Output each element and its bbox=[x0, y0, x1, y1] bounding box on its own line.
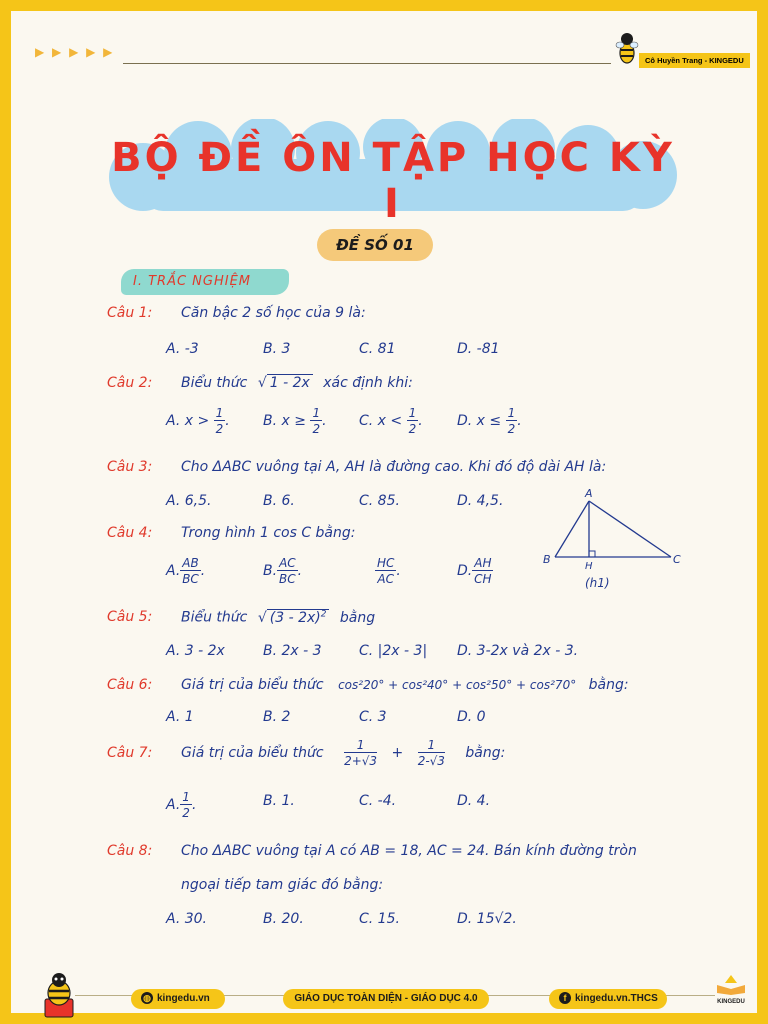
q4-d-prefix: D. bbox=[457, 563, 473, 579]
q2-b-den: 2 bbox=[312, 422, 321, 436]
q4-option-a bbox=[166, 557, 205, 585]
q2-c-num: 1 bbox=[408, 406, 417, 420]
q3-option-c: C. 85. bbox=[359, 493, 400, 509]
q7-text-after: bằng: bbox=[465, 745, 506, 761]
q5-option-c: C. |2x - 3| bbox=[359, 643, 428, 659]
website-text: kingedu.vn bbox=[157, 993, 210, 1004]
q4-a-prefix: A. bbox=[166, 563, 181, 579]
question-5-text bbox=[181, 609, 375, 626]
page-title: BỘ ĐỀ ÔN TẬP HỌC KỲ I bbox=[111, 135, 675, 227]
q8-option-b: B. 20. bbox=[263, 911, 304, 927]
q4-option-d bbox=[457, 557, 493, 585]
question-7-label: Câu 7: bbox=[107, 745, 153, 761]
q2-b-prefix: B. x ≥ bbox=[263, 413, 306, 429]
q2-option-c bbox=[359, 407, 423, 435]
q6-option-c: C. 3 bbox=[359, 709, 387, 725]
q2-d-prefix: D. x ≤ bbox=[457, 413, 502, 429]
question-3-label: Câu 3: bbox=[107, 459, 153, 475]
question-1-text: Căn bậc 2 số học của 9 là: bbox=[181, 305, 366, 321]
q5-option-b: B. 2x - 3 bbox=[263, 643, 322, 659]
q7-option-d: D. 4. bbox=[457, 793, 491, 809]
q7-a-den: 2 bbox=[182, 806, 190, 820]
question-3-text: Cho ΔABC vuông tại A, AH là đường cao. Khi đó độ dài AH là: bbox=[181, 459, 607, 475]
q2-option-b bbox=[263, 407, 327, 435]
header-divider bbox=[123, 63, 611, 64]
q3-option-b: B. 6. bbox=[263, 493, 295, 509]
q7-frac2-num: 1 bbox=[418, 739, 445, 753]
q2-text-before: Biểu thức bbox=[181, 375, 248, 391]
q2-a-num: 1 bbox=[215, 406, 224, 420]
q2-d-num: 1 bbox=[507, 406, 516, 420]
q4-b-den: BC bbox=[279, 572, 296, 586]
sqrt-sign-icon: √ bbox=[257, 609, 267, 626]
q7-a-prefix: A. bbox=[166, 797, 181, 813]
vertex-b-label: B bbox=[543, 553, 551, 566]
teacher-badge: Cô Huyền Trang - KINGEDU bbox=[639, 53, 750, 68]
vertex-c-label: C bbox=[673, 553, 681, 566]
q4-c-num: HC bbox=[377, 556, 395, 570]
slogan-badge: GIÁO DỤC TOÀN DIỆN - GIÁO DỤC 4.0 bbox=[283, 989, 489, 1009]
q6-text-after: bằng: bbox=[588, 677, 629, 693]
q6-option-a: A. 1 bbox=[166, 709, 194, 725]
bee-mascot-icon bbox=[39, 969, 79, 1019]
sqrt-sign-icon: √ bbox=[257, 375, 267, 391]
figure-caption: (h1) bbox=[585, 576, 610, 590]
bee-mascot-icon bbox=[615, 29, 639, 69]
q1-option-c: C. 81 bbox=[359, 341, 396, 357]
question-8-text-line2: ngoại tiếp tam giác đó bằng: bbox=[181, 877, 384, 893]
q2-c-prefix: C. x < bbox=[359, 413, 403, 429]
q5-radicand bbox=[267, 609, 330, 626]
question-2-text bbox=[181, 375, 413, 391]
q5-option-d: D. 3-2x và 2x - 3. bbox=[457, 643, 579, 659]
q6-option-b: B. 2 bbox=[263, 709, 291, 725]
globe-icon: ◍ bbox=[141, 992, 153, 1004]
question-6-text bbox=[181, 677, 629, 693]
book-crown-icon bbox=[715, 973, 747, 995]
q6-option-d: D. 0 bbox=[457, 709, 486, 725]
q5-text-after: bằng bbox=[339, 609, 376, 626]
q4-b-suffix: . bbox=[297, 563, 303, 579]
q2-radicand: 1 - 2x bbox=[267, 374, 313, 391]
q7-frac1-den: 2+√3 bbox=[344, 754, 378, 768]
section-heading: I. TRẮC NGHIỆM bbox=[121, 269, 289, 295]
q7-option-a bbox=[166, 791, 196, 819]
q7-a-suffix: . bbox=[191, 797, 197, 813]
q6-text-before: Giá trị của biểu thức bbox=[181, 677, 324, 693]
q3-option-d: D. 4,5. bbox=[457, 493, 504, 509]
facebook-text: kingedu.vn.THCS bbox=[575, 993, 658, 1004]
q2-option-a bbox=[166, 407, 230, 435]
q4-a-den: BC bbox=[182, 572, 199, 586]
website-link[interactable] bbox=[131, 989, 225, 1009]
kingedu-logo-text: KINGEDU bbox=[717, 999, 745, 1005]
q4-b-num: AC bbox=[279, 556, 296, 570]
q2-a-den: 2 bbox=[215, 422, 224, 436]
q3-option-a: A. 6,5. bbox=[166, 493, 212, 509]
q4-b-prefix: B. bbox=[263, 563, 278, 579]
q4-c-den: AC bbox=[377, 572, 394, 586]
q1-option-a: A. -3 bbox=[166, 341, 199, 357]
q2-b-num: 1 bbox=[312, 406, 321, 420]
triangle-figure bbox=[539, 483, 689, 599]
q2-c-suffix: . bbox=[418, 413, 423, 429]
q7-a-num: 1 bbox=[182, 790, 190, 804]
question-1-label: Câu 1: bbox=[107, 305, 153, 321]
header-arrows: ▶ ▶ ▶ ▶ ▶ bbox=[35, 45, 115, 59]
q7-text-before: Giá trị của biểu thức bbox=[181, 745, 324, 761]
exam-number-badge: ĐỀ SỐ 01 bbox=[317, 229, 433, 261]
q7-plus: + bbox=[391, 745, 404, 761]
q4-d-num: AH bbox=[474, 556, 492, 570]
q2-a-prefix: A. x > bbox=[166, 413, 210, 429]
vertex-h-label: H bbox=[585, 561, 593, 572]
q4-option-c bbox=[375, 557, 401, 585]
q7-option-c: C. -4. bbox=[359, 793, 397, 809]
q5-text-before: Biểu thức bbox=[181, 609, 248, 626]
q7-frac2-den: 2-√3 bbox=[417, 754, 445, 768]
q5-option-a: A. 3 - 2x bbox=[166, 643, 225, 659]
q1-option-b: B. 3 bbox=[263, 341, 291, 357]
vertex-a-label: A bbox=[585, 487, 593, 500]
q4-c-suffix: . bbox=[396, 563, 401, 579]
q4-a-num: AB bbox=[182, 556, 199, 570]
q7-frac1-num: 1 bbox=[344, 739, 377, 753]
q2-a-suffix: . bbox=[225, 413, 230, 429]
q4-option-b bbox=[263, 557, 302, 585]
question-2-label: Câu 2: bbox=[107, 375, 153, 391]
q2-option-d bbox=[457, 407, 522, 435]
facebook-icon: f bbox=[559, 992, 571, 1004]
q1-option-d: D. -81 bbox=[457, 341, 500, 357]
question-4-text: Trong hình 1 cos C bằng: bbox=[181, 525, 356, 541]
question-8-text: Cho ΔABC vuông tại A có AB = 18, AC = 24. Bán kính đường tròn bbox=[181, 843, 637, 859]
question-7-text bbox=[181, 739, 505, 767]
q8-option-d: D. 15√2. bbox=[457, 911, 517, 927]
q6-expression: cos²20° + cos²40° + cos²50° + cos²70° bbox=[338, 678, 577, 692]
question-4-label: Câu 4: bbox=[107, 525, 153, 541]
q2-d-suffix: . bbox=[517, 413, 522, 429]
q7-option-b: B. 1. bbox=[263, 793, 295, 809]
q2-c-den: 2 bbox=[408, 422, 417, 436]
q5-radicand-base: (3 - 2x) bbox=[269, 609, 321, 626]
q5-radicand-exp: 2 bbox=[320, 609, 327, 619]
q8-option-c: C. 15. bbox=[359, 911, 400, 927]
q4-d-den: CH bbox=[474, 572, 492, 586]
question-6-label: Câu 6: bbox=[107, 677, 153, 693]
q2-b-suffix: . bbox=[322, 413, 327, 429]
q4-a-suffix: . bbox=[200, 563, 206, 579]
question-8-label: Câu 8: bbox=[107, 843, 153, 859]
facebook-link[interactable] bbox=[549, 989, 667, 1009]
question-5-label: Câu 5: bbox=[107, 609, 153, 625]
q8-option-a: A. 30. bbox=[166, 911, 208, 927]
q2-d-den: 2 bbox=[507, 422, 516, 436]
q2-text-after: xác định khi: bbox=[323, 375, 413, 391]
kingedu-logo bbox=[711, 973, 751, 1013]
